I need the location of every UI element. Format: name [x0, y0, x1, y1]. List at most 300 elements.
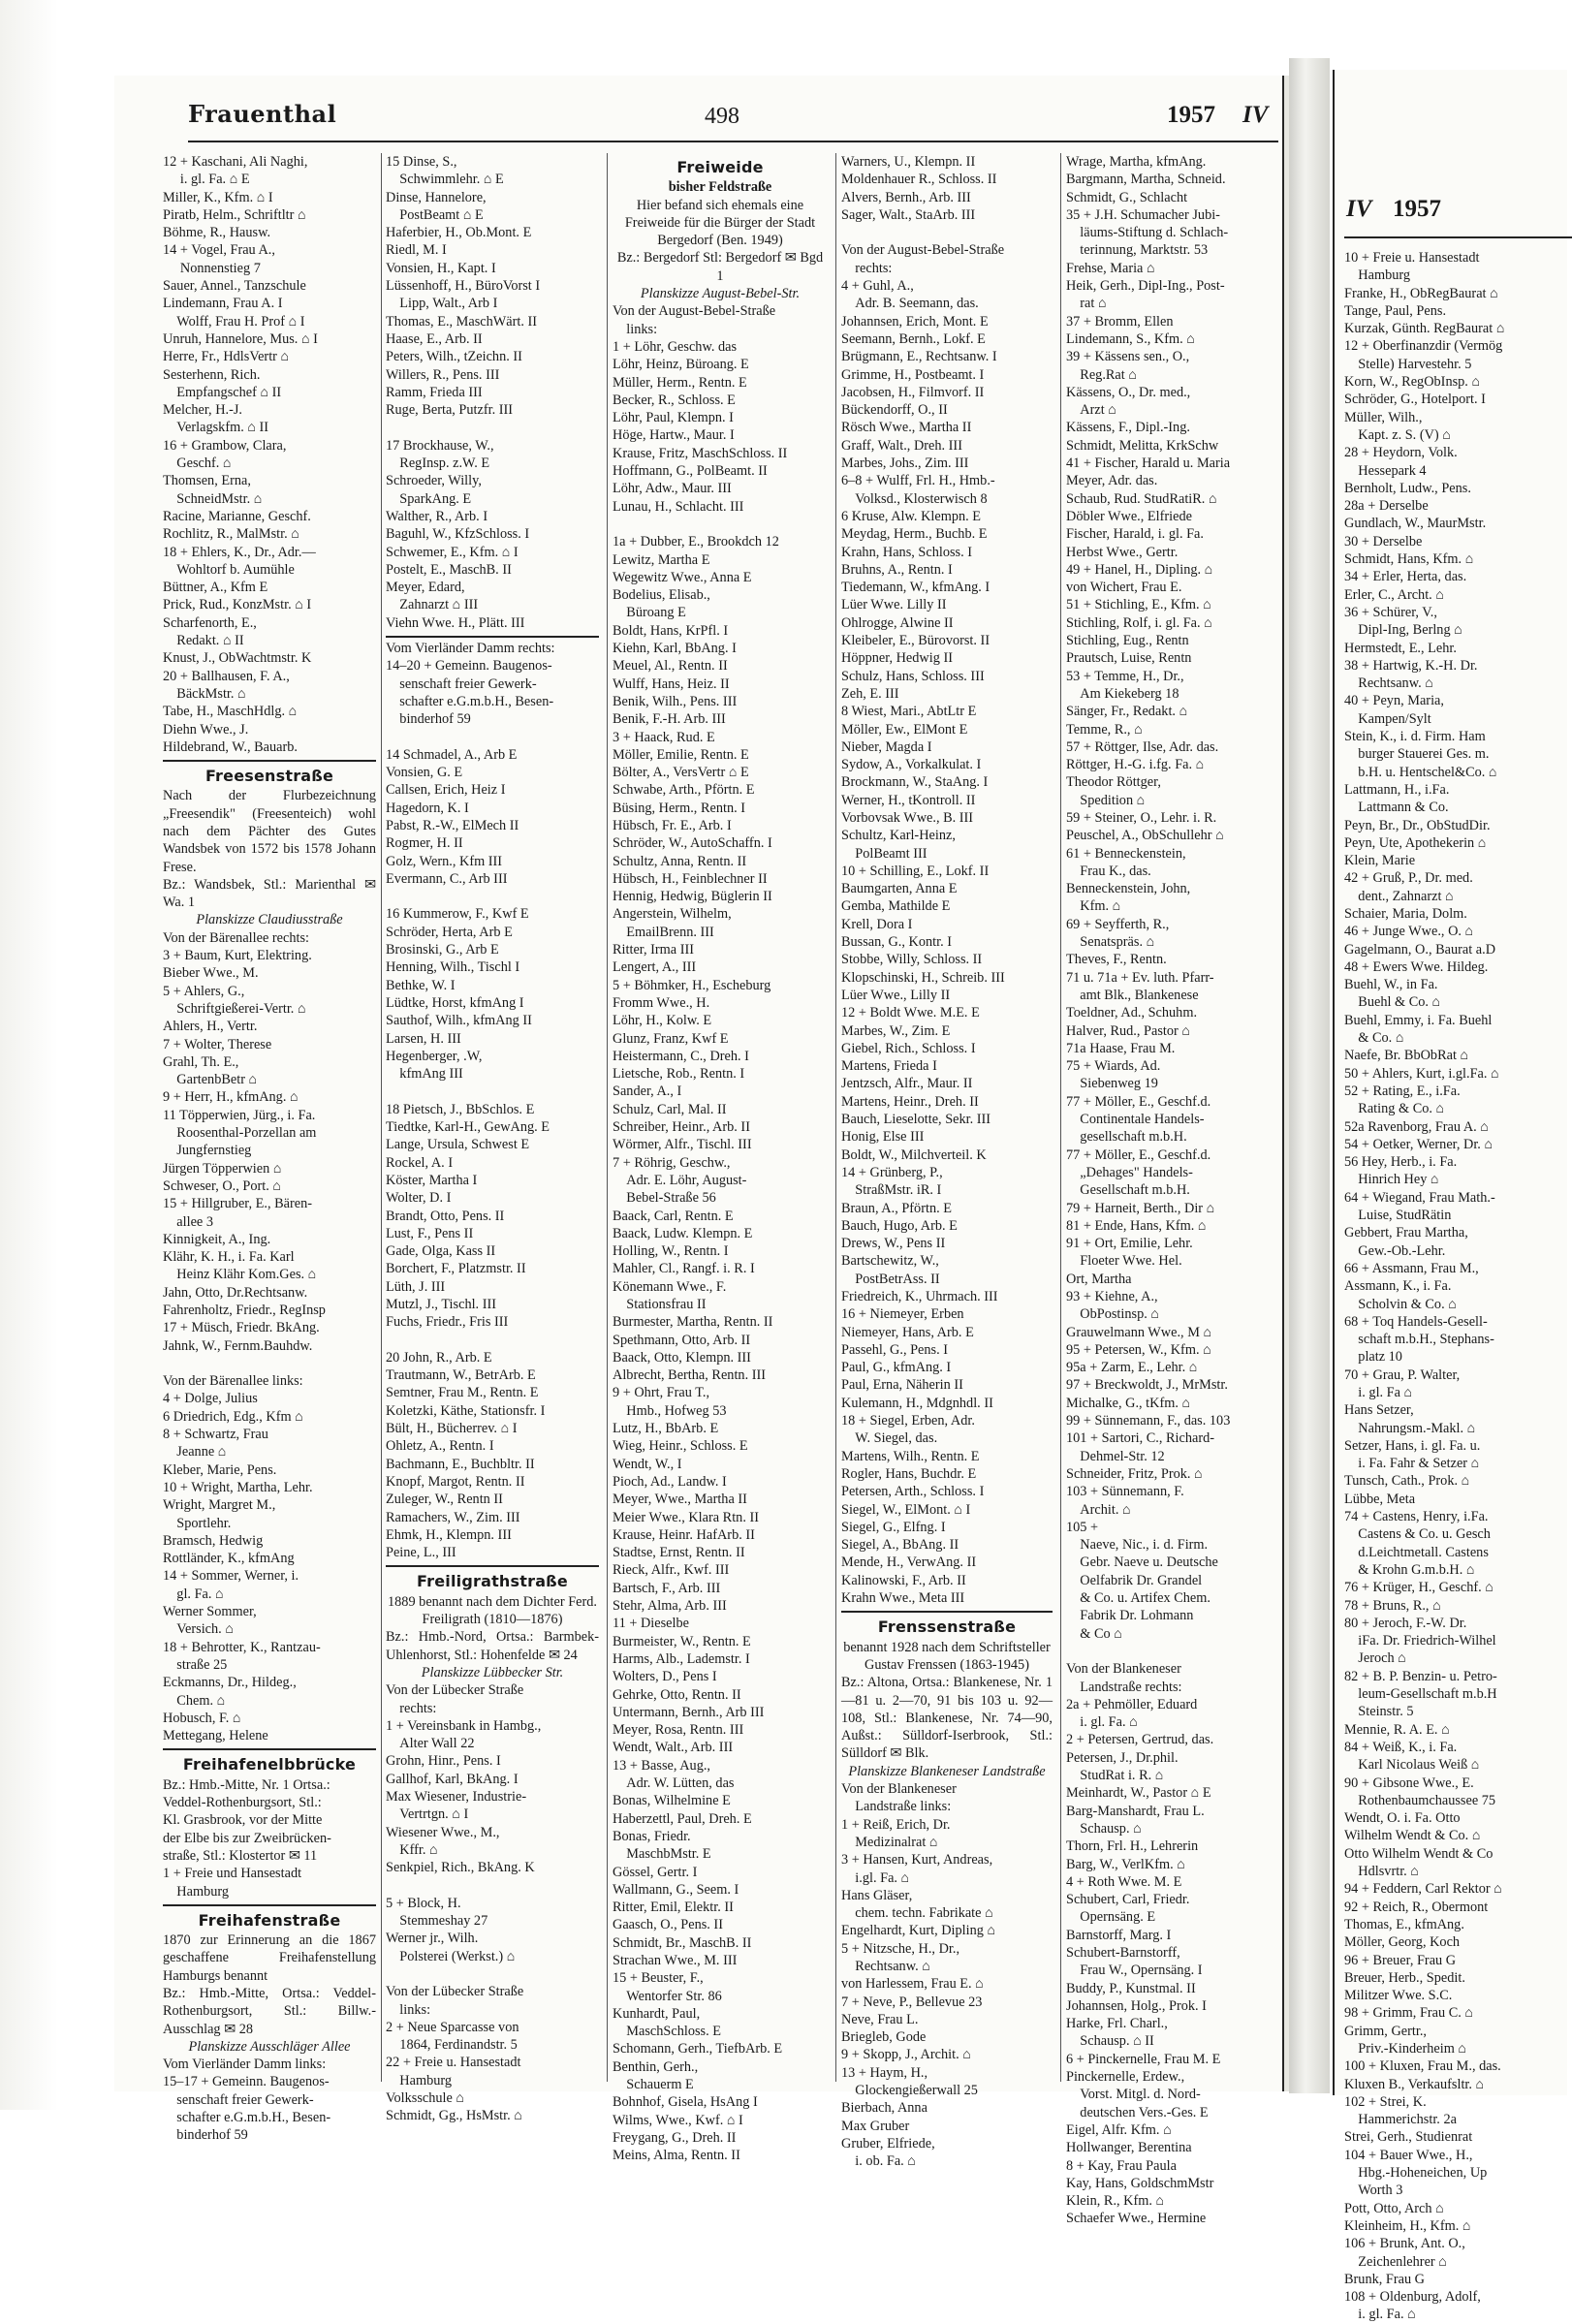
directory-entry: Hollwanger, Berentina — [1066, 2140, 1192, 2156]
directory-entry: Theodor Röttger, — [1066, 774, 1161, 791]
directory-entry: EmailBrenn. III — [613, 924, 714, 940]
directory-entry: 78 + Bruns, R., ⌂ — [1344, 1597, 1441, 1614]
directory-entry: Von der Bärenallee rechts: — [163, 929, 309, 946]
directory-entry: Knopf, Margot, Rentn. II — [386, 1473, 525, 1490]
entry-list — [163, 2056, 376, 2144]
directory-entry: Schwemer, E., Kfm. ⌂ I — [386, 544, 519, 560]
directory-entry: links: — [386, 2001, 431, 2018]
directory-entry: Strachan Wwe., M. III — [613, 1952, 738, 1968]
directory-entry: 15 + Hillgruber, E., Bären- — [163, 1196, 312, 1212]
directory-entry: ObPostinsp. ⌂ — [1066, 1306, 1159, 1323]
directory-entry: Schmidt, Melitta, KrkSchw — [1066, 437, 1219, 454]
directory-entry: Wilms, Wwe., Kwf. ⌂ I — [613, 2112, 743, 2128]
directory-entry: Schulz, Hans, Schloss. III — [841, 668, 985, 684]
directory-entry: Schomann, Gerh., TiefbArb. E — [613, 2041, 783, 2057]
directory-entry: 18 + Ehlers, K., Dr., Adr.— — [163, 544, 316, 560]
directory-entry: Bückendorff, O., II — [841, 402, 948, 419]
directory-entry: Kurzak, Günth. RegBaurat ⌂ — [1344, 321, 1505, 337]
directory-entry: Veddel-Rothenburgsort, Stl.: — [163, 1795, 322, 1811]
directory-entry: Benneckenstein, John, — [1066, 881, 1191, 897]
directory-entry: 71a Haase, Frau M. — [1066, 1040, 1176, 1056]
directory-entry — [386, 1083, 599, 1100]
directory-entry: MaschSchloss. E — [613, 2024, 721, 2040]
directory-entry: allee 3 — [163, 1213, 214, 1230]
directory-entry: Unruh, Hannelore, Mus. ⌂ I — [163, 330, 318, 347]
directory-entry: Nieber, Magda I — [841, 738, 932, 755]
directory-entry: Schulz, Carl, Mal. II — [613, 1101, 727, 1117]
directory-entry: Meydag, Herm., Buchb. E — [841, 526, 988, 543]
directory-entry: 5 + Ahlers, G., — [163, 983, 245, 999]
directory-entry: Hennig, Hedwig, Büglerin II — [613, 889, 772, 905]
directory-entry: Grahl, Th. E., — [163, 1053, 239, 1070]
directory-entry: Karl Nicolaus Weiß ⌂ — [1344, 1757, 1480, 1774]
directory-entry: Lüth, J. III — [386, 1278, 446, 1295]
directory-entry: Worth 3 — [1344, 2183, 1403, 2199]
directory-entry: Bonas, Wilhelmine E — [613, 1793, 731, 1809]
directory-entry: Löhr, H., Kolw. E — [613, 1013, 712, 1029]
directory-entry: Zahnarzt ⌂ III — [386, 597, 479, 613]
directory-entry: Bierbach, Anna — [841, 2100, 927, 2117]
directory-entry: rechts: — [386, 1700, 437, 1716]
directory-entry: 17 Brockhause, W., — [386, 437, 494, 454]
directory-entry: Vorbovsak Wwe., B. III — [841, 809, 974, 826]
directory-entry: Frau W., Opernsäng. I — [1066, 1963, 1203, 1979]
plan-sketch-ref: Planskizze August-Bebel-Str. — [640, 286, 801, 302]
directory-entry: Krahn Wwe., Meta III — [841, 1590, 965, 1607]
directory-entry: i. ob. Fa. ⌂ — [841, 2153, 916, 2170]
directory-entry: Fuchs, Friedr., Fris III — [386, 1314, 509, 1331]
directory-entry: Brunk, Frau G — [1344, 2271, 1425, 2287]
directory-entry: Bauch, Lieselotte, Sekr. III — [841, 1112, 991, 1128]
directory-entry: 94 + Feddern, Carl Rektor ⌂ — [1344, 1881, 1502, 1898]
street-description: 1889 benannt nach dem Dichter Ferd. Freiligrath (1810—1876) — [388, 1593, 597, 1628]
directory-entry: 16 Kummerow, F., Kwf E — [386, 906, 529, 923]
directory-entry: Spethmann, Otto, Arb. II — [613, 1332, 751, 1348]
directory-entry: Polsterei (Werkst.) ⌂ — [386, 1948, 516, 1964]
directory-entry: der Elbe bis zur Zweibrücken- — [163, 1830, 331, 1846]
directory-entry: Vertrtgn. ⌂ I — [386, 1806, 469, 1823]
directory-entry: Buddy, P., Kunstmal. II — [1066, 1980, 1196, 1996]
directory-entry: Martens, Wilh., Rentn. E — [841, 1448, 980, 1464]
directory-entry: Von der August-Bebel-Straße — [613, 303, 776, 320]
directory-entry: Wohltorf b. Aumühle — [163, 561, 295, 578]
directory-entry: Kunhardt, Paul, — [613, 2005, 701, 2022]
directory-entry: 5 + Nitzsche, H., Dr., — [841, 1940, 960, 1957]
directory-entry: Spedition ⌂ — [1066, 792, 1146, 808]
directory-entry: 54 + Oetker, Werner, Dr. ⌂ — [1344, 1136, 1493, 1152]
directory-entry: Gallhof, Karl, BkAng. I — [386, 1771, 519, 1787]
directory-entry: Stationsfrau II — [613, 1297, 707, 1312]
directory-entry: Meinhardt, W., Pastor ⌂ E — [1066, 1785, 1211, 1802]
directory-entry: dent., Zahnarzt ⌂ — [1344, 888, 1454, 904]
entry-list — [1066, 153, 1284, 2228]
column-divider — [1060, 153, 1061, 2082]
directory-entry: Harms, Alb., Lademstr. I — [613, 1650, 750, 1667]
directory-entry: 14 + Vogel, Frau A., — [163, 242, 275, 259]
directory-entry: Büsing, Herm., Rentn. I — [613, 800, 746, 816]
directory-entry: 16 + Grambow, Clara, — [163, 437, 287, 454]
directory-entry: Paul, G., kfmAng. I — [841, 1360, 952, 1376]
directory-entry: Bargmann, Martha, Schneid. — [1066, 172, 1226, 188]
directory-entry: 9 + Herr, H., kfmAng. ⌂ — [163, 1089, 299, 1106]
directory-entry: Rechtsanw. ⌂ — [841, 1958, 930, 1974]
directory-entry: 20 John, R., Arb. E — [386, 1349, 492, 1366]
directory-entry: d.Leichtmetall. Castens — [1344, 1544, 1489, 1560]
street-title-freiligrathstrasse: Freiligrathstraße — [417, 1572, 568, 1591]
directory-entry: 71 u. 71a + Ev. luth. Pfarr- — [1066, 969, 1214, 986]
directory-entry: Petersen, Arth., Schloss. I — [841, 1484, 985, 1500]
directory-entry: Drews, W., Pens II — [841, 1236, 946, 1252]
directory-entry: Eckmanns, Dr., Hildeg., — [163, 1675, 297, 1691]
directory-entry: Racine, Marianne, Geschf. — [163, 508, 311, 524]
directory-entry: Briegleb, Gode — [841, 2029, 927, 2046]
directory-entry: 42 + Gruß, P., Dr. med. — [1344, 870, 1473, 887]
directory-entry: binderhof 59 — [163, 2127, 248, 2144]
directory-entry: Johannsen, Erich, Mont. E — [841, 313, 989, 330]
directory-entry: 13 + Basse, Aug., — [613, 1757, 710, 1774]
directory-entry: Burmeister, W., Rentn. E — [613, 1633, 751, 1649]
directory-entry — [386, 729, 599, 746]
directory-entry: senschaft freier Gewerk- — [386, 675, 537, 692]
street-description: benannt 1928 nach dem Schriftsteller Gustav Frenssen (1863-1945) — [843, 1639, 1051, 1673]
directory-entry: 57 + Röttger, Ilse, Adr. das. — [1066, 738, 1219, 755]
directory-entry: Schubert-Barnstorff, — [1066, 1944, 1180, 1961]
directory-entry: Baack, Carl, Rentn. E — [613, 1208, 734, 1224]
directory-entry: Stichling, Eug., Rentn — [1066, 633, 1189, 649]
directory-entry: Fischer, Harald, i. gl. Fa. — [1066, 526, 1204, 543]
directory-entry: Chem. ⌂ — [163, 1692, 226, 1709]
directory-entry: 79 + Harneit, Berth., Dir ⌂ — [1066, 1200, 1215, 1216]
directory-entry: Bölter, A., VersVertr ⌂ E — [613, 765, 749, 781]
directory-entry: Frehse, Maria ⌂ — [1066, 260, 1155, 276]
directory-entry: Höge, Hartw., Maur. I — [613, 427, 735, 444]
directory-entry: 14 + Grünberg, P., — [841, 1164, 943, 1180]
page-header — [138, 92, 1281, 160]
directory-entry: Theves, F., Rentn. — [1066, 952, 1167, 968]
directory-entry: Jacobsen, H., Filmvorf. II — [841, 384, 985, 400]
directory-entry: & Co ⌂ — [1066, 1625, 1122, 1642]
directory-entry: Ahlers, H., Vertr. — [163, 1019, 258, 1035]
directory-entry: 40 + Peyn, Maria, — [1344, 693, 1444, 709]
directory-entry: 1 + Freie und Hansestadt — [163, 1866, 302, 1882]
directory-entry: rechts: — [841, 260, 893, 276]
directory-entry: 4 + Dolge, Julius — [163, 1391, 258, 1407]
directory-entry: Postelt, E., MaschB. II — [386, 561, 512, 578]
entry-list — [841, 1780, 1053, 2171]
directory-entry: Marbes, W., Zim. E — [841, 1022, 951, 1039]
directory-entry: 7 + Wolter, Therese — [163, 1036, 272, 1052]
directory-entry: Temme, R., ⌂ — [1066, 721, 1143, 738]
directory-entry: Untermann, Bernh., Arb III — [613, 1704, 765, 1720]
directory-entry: Krause, Heinr. HafArb. II — [613, 1526, 755, 1543]
directory-entry: Petersen, J., Dr.phil. — [1066, 1749, 1179, 1766]
directory-entry: Schröder, Herta, Arb E — [386, 924, 513, 940]
directory-entry: Sauthof, Wilh., kfmAng II — [386, 1013, 532, 1029]
directory-entry: Wolter, D. I — [386, 1190, 452, 1207]
directory-entry: schaft m.b.H., Stephans- — [1344, 1332, 1494, 1348]
directory-entry: 2 + Neue Sparcasse von — [386, 2019, 519, 2035]
directory-entry: Medizinalrat ⌂ — [841, 1834, 938, 1850]
directory-entry: Gaasch, O., Pens. II — [613, 1917, 723, 1933]
directory-entry: 38 + Hartwig, K.-H. Dr. — [1344, 657, 1478, 674]
directory-entry: Militzer Wwe. S.C. — [1344, 1988, 1453, 2004]
street-district-info: Bz.: Wandsbek, Stl.: Marienthal ✉ Wa. 1 — [163, 876, 376, 911]
directory-entry: Becker, R., Schloss. E — [613, 392, 736, 408]
directory-entry: Lattmann & Co. — [1344, 800, 1449, 816]
directory-entry: Schwimmlehr. ⌂ E — [386, 172, 504, 188]
directory-entry: Barnstorff, Marg. I — [1066, 1927, 1172, 1943]
directory-entry: Gade, Olga, Kass II — [386, 1243, 496, 1260]
directory-entry: Schubert, Carl, Friedr. — [1066, 1892, 1190, 1908]
directory-entry: Löhr, Heinz, Büroang. E — [613, 357, 749, 373]
directory-entry: Gesellschaft m.b.H. — [1066, 1182, 1190, 1199]
directory-entry: Stehr, Alma, Arb. III — [613, 1598, 727, 1615]
directory-entry: Wilhelm Wendt & Co. ⌂ — [1344, 1828, 1481, 1844]
directory-entry: Werner, H., tKontroll. II — [841, 792, 976, 808]
directory-entry: 7 + Röhrig, Geschw., — [613, 1154, 731, 1171]
directory-entry: 99 + Sünnemann, F., das. 103 — [1066, 1413, 1231, 1429]
directory-entry: Rieck, Alfr., Kwf. III — [613, 1562, 730, 1579]
running-head: Frauenthal — [188, 100, 337, 128]
directory-entry: Am Kiekeberg 18 — [1066, 685, 1179, 702]
directory-entry: Gebbert, Frau Martha, — [1344, 1225, 1468, 1241]
directory-entry: Adr. E. Löhr, August- — [613, 1172, 747, 1188]
directory-entry: Golz, Wern., Kfm III — [386, 853, 503, 869]
directory-entry: Ritter, Irma III — [613, 942, 694, 958]
street-district-info: Bz.: Hmb.-Nord, Ortsa.: Barmbek-Uhlenhorst, Stl.: Hohenfelde ✉ 24 — [386, 1629, 599, 1663]
directory-entry: 69 + Seyfferth, R., — [1066, 916, 1170, 932]
directory-entry: 82 + B. P. Benzin- u. Petro- — [1344, 1668, 1497, 1684]
directory-entry: rat ⌂ — [1066, 296, 1107, 312]
directory-entry: burger Stauerei Ges. m. — [1344, 746, 1490, 763]
directory-entry: Hübsch, Fr. E., Arb. I — [613, 817, 732, 833]
directory-entry: 18 + Behrotter, K., Rantzau- — [163, 1639, 321, 1655]
directory-entry: Grohn, Hinr., Pens. I — [386, 1753, 501, 1770]
directory-entry: Hdlsvrtr. ⌂ — [1344, 1864, 1419, 1880]
directory-entry: Alvers, Bernh., Arb. III — [841, 189, 971, 205]
directory-entry: Wulff, Hans, Heiz. II — [613, 675, 730, 692]
directory-entry: Pinckernelle, Erdew., — [1066, 2069, 1185, 2086]
directory-entry: Jentzsch, Alfr., Maur. II — [841, 1076, 973, 1092]
directory-entry: Pabst, R.-W., ElMech II — [386, 817, 519, 833]
directory-entry: amt Blk., Blankenese — [1066, 987, 1199, 1003]
directory-entry: 15 Dinse, S., — [386, 154, 457, 170]
directory-entry: Angerstein, Wilhelm, — [613, 906, 732, 923]
directory-entry: Dehmel-Str. 12 — [1066, 1448, 1165, 1464]
directory-entry: Gagelmann, O., Baurat a.D — [1344, 941, 1496, 958]
directory-entry: kfmAng III — [386, 1066, 463, 1083]
directory-entry: Scharfenorth, E., — [163, 614, 257, 631]
directory-entry: Siebenweg 19 — [1066, 1076, 1158, 1092]
directory-entry: Prick, Rud., KonzMstr. ⌂ I — [163, 597, 312, 613]
directory-entry: Röttger, H.-G. i.fg. Fa. ⌂ — [1066, 757, 1205, 773]
directory-entry: 37 + Bromm, Ellen — [1066, 313, 1174, 330]
directory-entry: Kleber, Marie, Pens. — [163, 1461, 277, 1478]
directory-entry: Peine, L., III — [386, 1545, 456, 1561]
directory-entry: 12 + Kaschani, Ali Naghi, — [163, 154, 308, 170]
street-former-name: bisher Feldstraße — [668, 179, 772, 196]
right-page-fragment — [1333, 70, 1567, 2323]
directory-entry: 106 + Brunk, Ant. O., — [1344, 2236, 1465, 2252]
header-rule — [188, 141, 1278, 142]
directory-entry: Möller, Emilie, Rentn. E — [613, 746, 749, 763]
directory-entry: Haferbier, H., Ob.Mont. E — [386, 225, 532, 241]
directory-entry: Hübsch, H., Feinblechner II — [613, 870, 768, 887]
directory-entry: 66 + Assmann, Frau M., — [1344, 1260, 1479, 1276]
directory-entry: Walther, R., Arb. I — [386, 508, 488, 524]
directory-entry: Tunsch, Cath., Prok. ⌂ — [1344, 1473, 1470, 1490]
directory-entry: Rogler, Hans, Buchdr. E — [841, 1465, 977, 1482]
directory-entry: Korn, W., RegObInsp. ⌂ — [1344, 374, 1481, 391]
directory-entry: Vorst. Mitgl. d. Nord- — [1066, 2087, 1201, 2103]
directory-entry: terinnung, Marktstr. 53 — [1066, 242, 1209, 259]
plan-sketch-ref: Planskizze Blankeneser Landstraße — [848, 1763, 1046, 1779]
directory-entry: Glunz, Franz, Kwf E — [613, 1030, 729, 1047]
directory-entry: Hans Setzer, — [1344, 1402, 1414, 1419]
directory-entry: Landstraße rechts: — [1066, 1679, 1182, 1695]
directory-entry: 97 + Breckwoldt, J., MrMstr. — [1066, 1377, 1228, 1394]
directory-entry: Werner jr., Wilh. — [386, 1931, 479, 1947]
directory-entry: Ort, Martha — [1066, 1271, 1132, 1287]
next-page-edition: IV — [1346, 196, 1372, 222]
directory-entry: schafter e.G.m.b.H., Besen- — [163, 2110, 331, 2126]
directory-entry: Baumgarten, Anna E — [841, 881, 958, 897]
directory-entry: Martens, Frieda I — [841, 1058, 937, 1075]
directory-entry: 12 + Boldt Wwe. M.E. E — [841, 1005, 980, 1021]
directory-entry: Gebr. Naeve u. Deutsche — [1066, 1555, 1218, 1571]
directory-entry: Fromm Wwe., H. — [613, 994, 710, 1011]
directory-entry: Löhr, Adw., Maur. III — [613, 481, 732, 497]
directory-entry: Kiehn, Karl, BbAng. I — [613, 641, 737, 657]
directory-entry: 6 Kruse, Alw. Klempn. E — [841, 508, 982, 524]
directory-entry: Trautmann, W., BetrArb. E — [386, 1367, 536, 1384]
directory-entry: Löhr, Paul, Klempn. I — [613, 410, 734, 426]
directory-entry: 12 + Oberfinanzdir (Vermög — [1344, 338, 1503, 355]
directory-entry: Schroeder, Willy, — [386, 473, 482, 489]
directory-entry: Bz.: Hmb.-Mitte, Nr. 1 Ortsa.: — [163, 1776, 330, 1793]
directory-entry: Ohletz, A., Rentn. I — [386, 1438, 494, 1455]
directory-entry: 14 Schmadel, A., Arb E — [386, 746, 518, 763]
directory-entry: Barg-Manshardt, Frau L. — [1066, 1803, 1205, 1819]
directory-entry: Stelle) Harvestehr. 5 — [1344, 356, 1472, 372]
directory-entry: Viehn Wwe. H., Plätt. III — [386, 614, 525, 631]
directory-entry: 95 + Petersen, W., Kfm. ⌂ — [1066, 1341, 1211, 1358]
directory-entry: Lüer Wwe. Lilly II — [841, 597, 947, 613]
directory-entry: Stemmeshay 27 — [386, 1913, 488, 1930]
directory-entry: Hermstedt, E., Lehr. — [1344, 640, 1457, 656]
directory-entry: Schröder, W., AutoSchaffn. I — [613, 835, 772, 852]
directory-entry: Bonas, Friedr. — [613, 1828, 691, 1844]
directory-entry: Jeanne ⌂ — [163, 1444, 227, 1460]
directory-entry: Kffr. ⌂ — [386, 1841, 438, 1858]
directory-entry: Meuel, Al., Rentn. II — [613, 658, 728, 675]
directory-entry: Heistermann, C., Dreh. I — [613, 1048, 749, 1064]
directory-entry: senschaft freier Gewerk- — [163, 2091, 314, 2108]
directory-entry: 18 Pietsch, J., BbSchlos. E — [386, 1101, 535, 1117]
directory-entry: Castens & Co. u. Gesch — [1344, 1526, 1491, 1543]
directory-entry: Jahnk, W., Fernm.Bauhdw. — [163, 1337, 313, 1354]
directory-entry: 90 + Gibsone Wwe., E. — [1344, 1774, 1474, 1791]
directory-entry: Buehl, Emmy, i. Fa. Buehl — [1344, 1012, 1493, 1028]
directory-entry: Melcher, H.-J. — [163, 402, 243, 419]
directory-entry: Continentale Handels- — [1066, 1112, 1205, 1128]
directory-entry: Lipp, Walt., Arb I — [386, 296, 498, 312]
directory-entry: Halver, Rud., Pastor ⌂ — [1066, 1022, 1190, 1039]
directory-entry: 91 + Ort, Emilie, Lehr. — [1066, 1236, 1193, 1252]
directory-entry: Büroang E — [613, 605, 686, 621]
directory-entry: Strei, Gerh., Studienrat — [1344, 2129, 1473, 2146]
section-rule — [386, 636, 599, 638]
directory-entry: Siegel, G., Elfng. I — [841, 1519, 946, 1535]
directory-entry: 6 Driedrich, Edg., Kfm ⌂ — [163, 1408, 303, 1425]
directory-entry: 3 + Haack, Rud. E — [613, 729, 715, 745]
directory-entry: Setzer, Hans, i. gl. Fa. u. — [1344, 1437, 1481, 1454]
directory-entry: Larsen, H. III — [386, 1030, 461, 1047]
directory-entry: 7 + Neve, P., Bellevue 23 — [841, 1994, 983, 2010]
directory-entry: Vonsien, H., Kapt. I — [386, 260, 496, 276]
directory-entry: Opernsäng. E — [1066, 1909, 1156, 1926]
directory-entry: Lübbe, Meta — [1344, 1491, 1416, 1507]
directory-entry: Vonsien, G. E — [386, 765, 463, 781]
directory-entry: Bieber Wwe., M. — [163, 965, 259, 982]
directory-entry: 22 + Freie u. Hansestadt — [386, 2055, 521, 2071]
directory-entry: 1864, Ferdinandstr. 5 — [386, 2037, 518, 2054]
directory-entry: Gew.-Ob.-Lehr. — [1344, 1242, 1446, 1259]
directory-entry: Landstraße links: — [841, 1799, 952, 1815]
directory-entry: Rothenbaumchaussee 75 — [1344, 1792, 1496, 1808]
directory-entry: Kfm. ⌂ — [1066, 898, 1121, 915]
column-5 — [1066, 153, 1284, 2227]
directory-entry: Hans Gläser, — [841, 1887, 913, 1903]
directory-entry: Priv.-Kinderheim ⌂ — [1344, 2040, 1466, 2057]
directory-entry: deutschen Vers.-Ges. E — [1066, 2104, 1209, 2120]
directory-entry: Alter Wall 22 — [386, 1736, 475, 1752]
directory-entry: Siegel, A., BbAng. II — [841, 1537, 959, 1554]
directory-entry: 56 Hey, Herb., i. Fa. — [1344, 1154, 1458, 1171]
directory-entry: 100 + Kluxen, Frau M., das. — [1344, 2058, 1501, 2075]
directory-entry: Callsen, Erich, Heiz I — [386, 782, 506, 799]
directory-entry: chem. techn. Fabrikate ⌂ — [841, 1905, 993, 1922]
directory-entry: Rating & Co. ⌂ — [1344, 1101, 1445, 1117]
directory-entry: Graff, Walt., Dreh. III — [841, 437, 962, 454]
directory-entry: Zeichenlehrer ⌂ — [1344, 2253, 1447, 2270]
directory-entry: i. gl. Fa. ⌂ — [1066, 1714, 1138, 1731]
directory-entry: Lindemann, S., Kfm. ⌂ — [1066, 330, 1195, 347]
directory-entry: Baack, Otto, Klempn. III — [613, 1349, 751, 1366]
directory-entry: 80 + Jeroch, F.-W. Dr. — [1344, 1615, 1467, 1631]
directory-entry: i. Fa. Fahr & Setzer ⌂ — [1344, 1456, 1480, 1472]
directory-entry: Mutzl, J., Tischl. III — [386, 1297, 496, 1312]
directory-entry: Brügmann, E., Rechtsanw. I — [841, 349, 997, 365]
directory-entry: 14 + Sommer, Werner, i. — [163, 1568, 299, 1585]
directory-entry: Kleibeler, E., Bürovorst. II — [841, 633, 990, 649]
directory-entry: Peyn, Br., Dr., ObStudDir. — [1344, 817, 1491, 833]
directory-entry: Möller, Georg, Koch — [1344, 1934, 1461, 1951]
directory-entry — [386, 419, 599, 436]
directory-entry: Von der Blankeneser — [841, 1781, 957, 1798]
column-divider — [835, 153, 836, 2082]
directory-entry: Peters, Wilh., tZeichn. II — [386, 349, 522, 365]
directory-entry: Schröder, G., Hotelport. I — [1344, 392, 1486, 408]
entry-list — [613, 302, 828, 2164]
directory-entry: Mennie, R. A. E. ⌂ — [1344, 1721, 1450, 1738]
directory-entry: Fabrik Dr. Lohmann — [1066, 1608, 1194, 1624]
directory-entry: Riedl, M. I — [386, 242, 447, 259]
directory-entry: MaschbMstr. E — [613, 1846, 711, 1863]
directory-entry: Jahn, Otto, Dr.Rechtsanw. — [163, 1284, 308, 1301]
directory-entry: 51 + Stichling, E., Kfm. ⌂ — [1066, 597, 1211, 613]
directory-entry: Kay, Hans, GoldschmMstr — [1066, 2175, 1214, 2191]
